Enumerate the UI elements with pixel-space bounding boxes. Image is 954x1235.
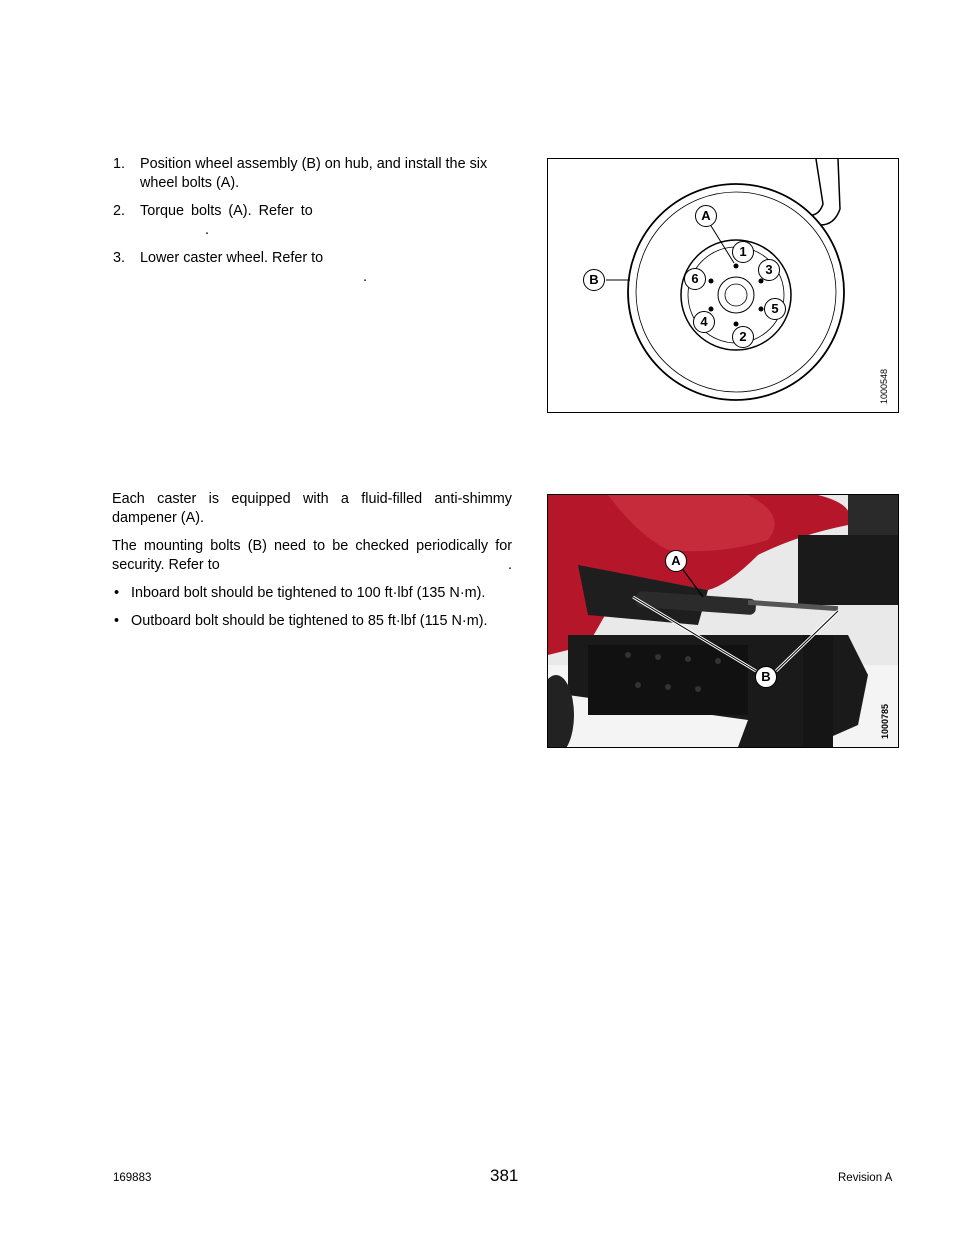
- step-text: Lower caster wheel. Refer to: [140, 250, 324, 266]
- callout-a: A: [695, 205, 717, 227]
- bolt-number-6: 6: [684, 268, 706, 290]
- step-text-cont: wheel bolts (A).: [140, 175, 240, 191]
- bolt-number-1: 1: [732, 241, 754, 263]
- step-number: 2.: [113, 203, 126, 219]
- step-text-cont: .: [363, 269, 367, 285]
- step-text: Torque bolts (A). Refer to: [140, 203, 313, 219]
- paragraph-line: dampener (A).: [112, 510, 204, 526]
- paragraph-line: Each caster is equipped with a fluid-filled anti-shimmy: [112, 491, 512, 507]
- bullet: •: [114, 585, 120, 601]
- bolt-number-5: 5: [764, 298, 786, 320]
- step-text-cont: .: [205, 222, 209, 238]
- step-number: 3.: [113, 250, 126, 266]
- wheel-figure: [547, 158, 899, 413]
- bolt-number-2: 2: [732, 326, 754, 348]
- paragraph-line: The mounting bolts (B) need to be checked periodically for: [112, 538, 512, 554]
- step-number: 1.: [113, 156, 126, 172]
- dampener-photo: [548, 495, 898, 747]
- doc-number: 169883: [113, 1172, 152, 1184]
- figure-id: 1000548: [879, 368, 889, 404]
- dampener-figure: [547, 494, 899, 748]
- bolt-number-3: 3: [758, 259, 780, 281]
- bullet-text: Outboard bolt should be tightened to 85 ft·lbf (115 N·m).: [131, 613, 488, 629]
- callout-b: B: [755, 666, 777, 688]
- step-text: Position wheel assembly (B) on hub, and install the six: [140, 156, 488, 172]
- page-number: 381: [490, 1166, 519, 1185]
- callout-b: B: [583, 269, 605, 291]
- paragraph-end: .: [508, 557, 512, 573]
- figure-id: 1000785: [880, 703, 890, 739]
- paragraph-line: security. Refer to: [112, 557, 220, 573]
- revision: Revision A: [838, 1172, 893, 1184]
- bullet: •: [114, 613, 120, 629]
- bolt-number-4: 4: [693, 311, 715, 333]
- bullet-text: Inboard bolt should be tightened to 100 ft·lbf (135 N·m).: [131, 585, 486, 601]
- callout-a: A: [665, 550, 687, 572]
